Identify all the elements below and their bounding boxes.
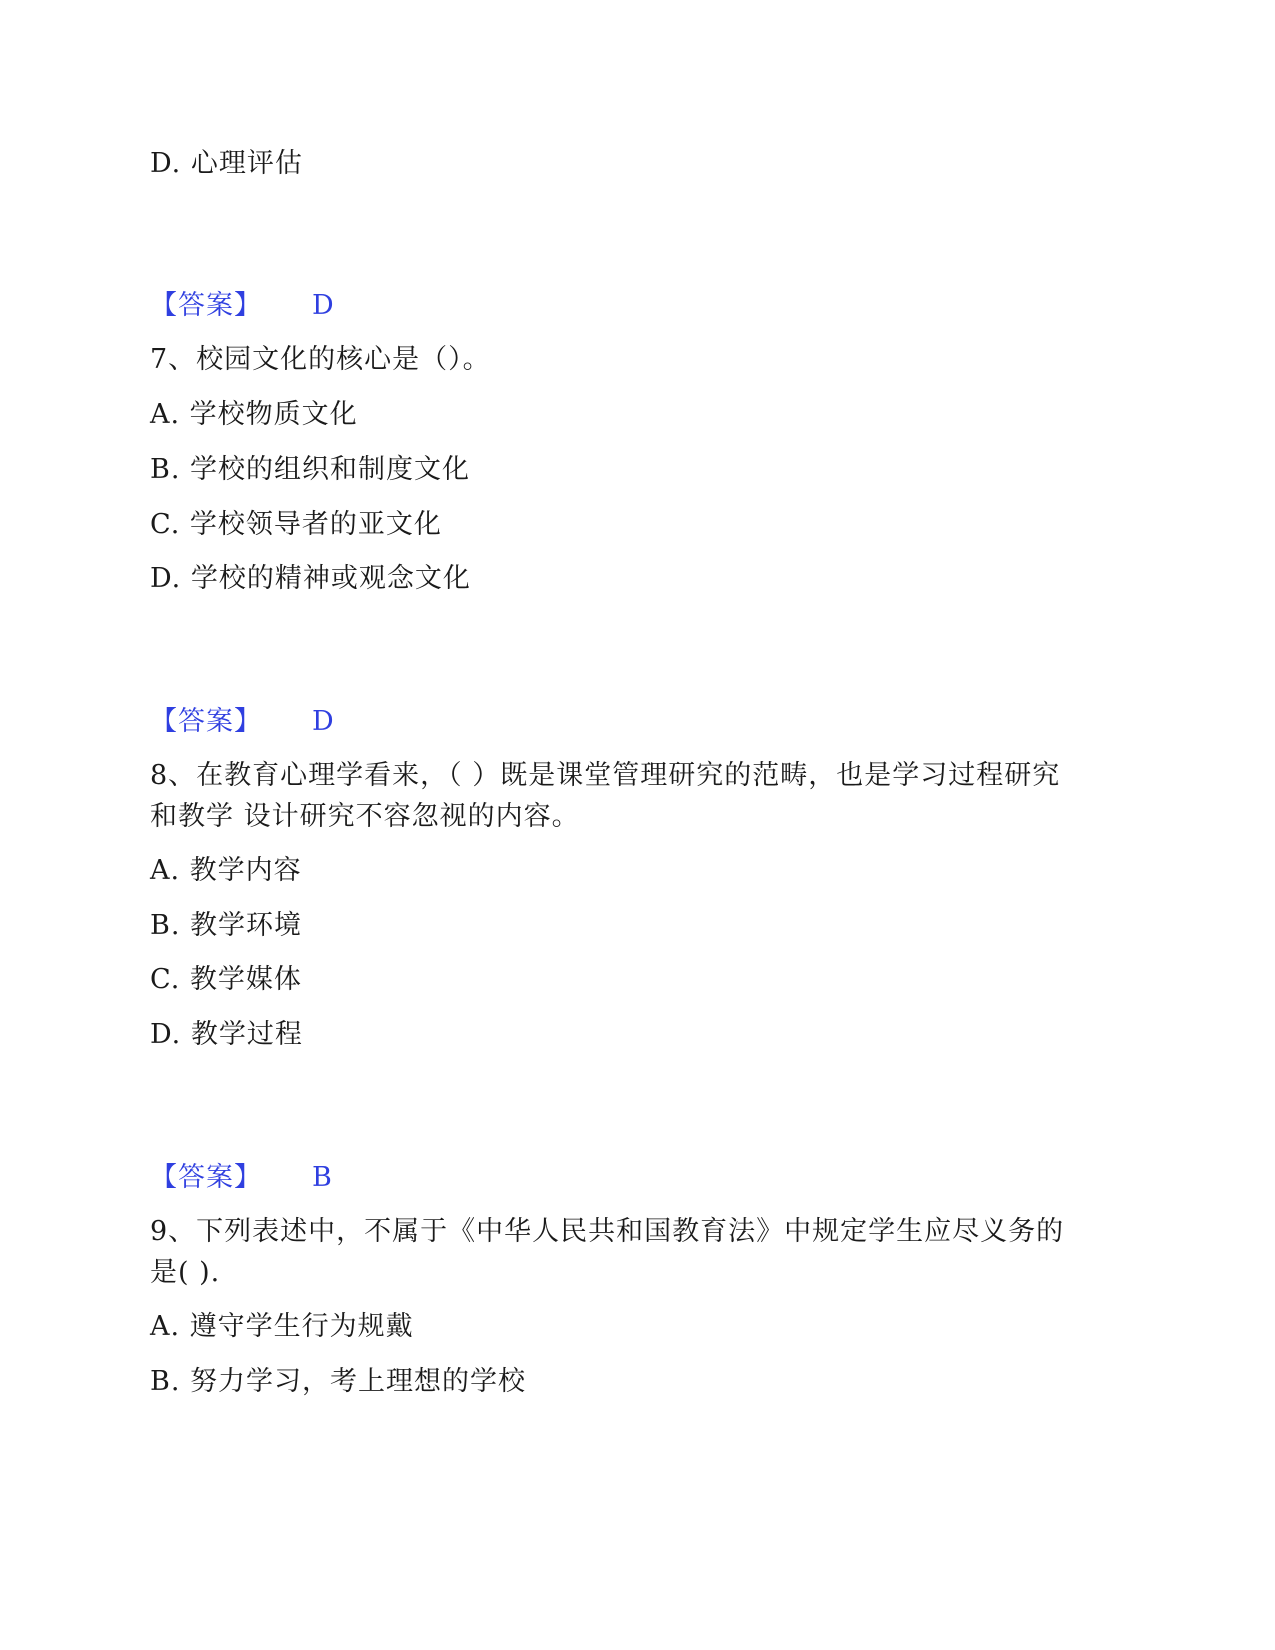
answer-label: 【答案】	[150, 290, 262, 321]
answer-value: D	[312, 290, 335, 321]
answer-row	[150, 1159, 333, 1197]
option-a: A. 教学内容	[150, 855, 302, 886]
option-d: D. 教学过程	[150, 1019, 303, 1050]
option-b: B. 努力学习，考上理想的学校	[150, 1366, 527, 1397]
option-a: A. 遵守学生行为规戴	[150, 1311, 414, 1342]
option-b: B. 学校的组织和制度文化	[150, 454, 471, 485]
answer-value: D	[312, 706, 335, 737]
question-stem-continued: 是( ).	[150, 1257, 221, 1288]
option-a: A. 学校物质文化	[150, 399, 358, 430]
question-stem: 8、在教育心理学看来，（ ）既是课堂管理研究的范畴，也是学习过程研究	[150, 760, 1061, 791]
answer-label: 【答案】	[150, 706, 262, 737]
answer-label: 【答案】	[150, 1162, 262, 1193]
answer-row	[150, 287, 335, 325]
prev-option-d: D. 心理评估	[150, 148, 303, 179]
option-c: C. 学校领导者的亚文化	[150, 509, 442, 540]
question-stem: 7、校园文化的核心是（）。	[150, 344, 491, 375]
option-d: D. 学校的精神或观念文化	[150, 563, 471, 594]
question-stem-continued: 和教学 设计研究不容忽视的内容。	[150, 801, 580, 832]
option-c: C. 教学媒体	[150, 964, 302, 995]
option-b: B. 教学环境	[150, 910, 303, 941]
answer-row	[150, 703, 335, 741]
question-stem: 9、下列表述中，不属于《中华人民共和国教育法》中规定学生应尽义务的	[150, 1216, 1065, 1247]
answer-value: B	[312, 1162, 333, 1193]
